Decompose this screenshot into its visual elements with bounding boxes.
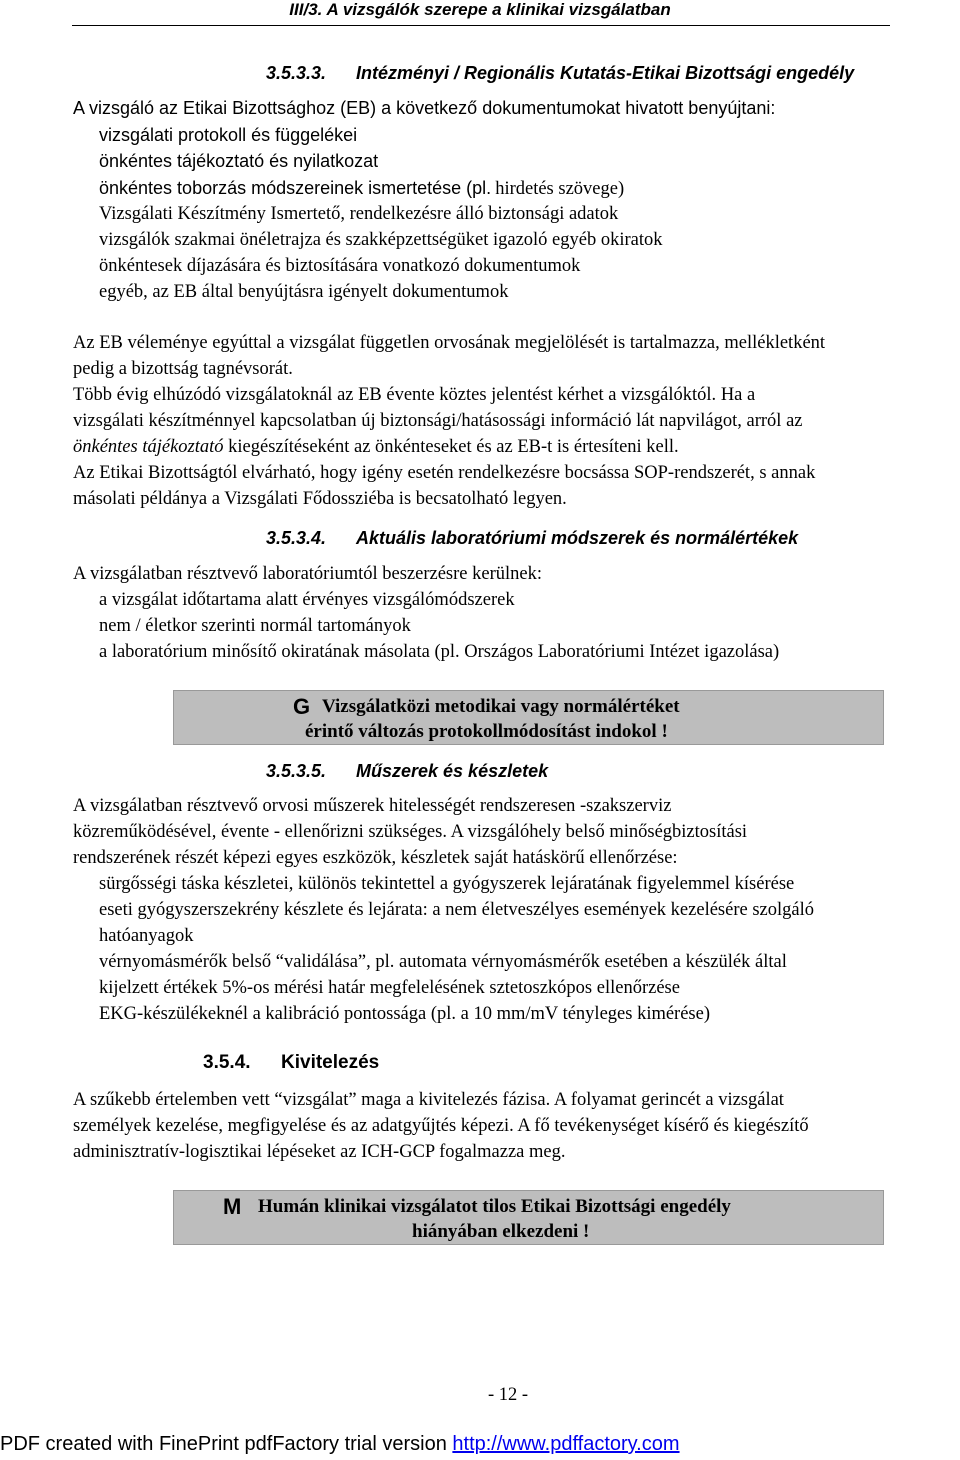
paragraph-line	[73, 437, 679, 458]
list-item-part: hirdetés szövege)	[495, 179, 625, 199]
paragraph-line: A vizsgálatban résztvevő orvosi műszerek hitelességét rendszeresen -szakszerviz	[73, 796, 672, 816]
list-item: a vizsgálat időtartama alatt érvényes vizsgálómódszerek	[99, 590, 515, 610]
footer-link[interactable]: http://www.pdffactory.com	[452, 1433, 680, 1455]
paragraph-line: Az EB véleménye egyúttal a vizsgálat független orvosának megjelölését is tartalmazza, mellékletként	[73, 333, 826, 353]
running-header: III/3. A vizsgálók szerepe a klinikai vizsgálatban	[289, 0, 671, 19]
section-number: 3.5.3.4.	[266, 528, 327, 548]
callout-box-m	[173, 1190, 884, 1245]
section-heading-3-5-4	[203, 1052, 379, 1074]
sentence: Ha a	[720, 385, 756, 405]
list-item-part: önkéntes toborzás módszereinek ismertetése (pl.	[99, 178, 492, 198]
paragraph-line	[73, 822, 747, 843]
callout-box-g	[173, 690, 884, 745]
list-item-part: vérnyomásmérők belső “validálása”, pl.	[99, 952, 395, 972]
section-heading-3-5-3-5	[266, 761, 548, 782]
section-title: Műszerek és készletek	[356, 761, 549, 781]
paragraph-line: pedig a bizottság tagnévsorát.	[73, 359, 293, 379]
list-item: vizsgálók szakmai önéletrajza és szakképzettségüket igazoló egyéb okiratok	[99, 230, 663, 250]
paragraph-intro: A vizsgálatban résztvevő laboratóriumtól beszerzésre kerülnek:	[73, 564, 542, 584]
callout-line: hiányában elkezdeni !	[412, 1221, 590, 1242]
list-item	[99, 178, 624, 200]
list-item-continued: kijelzett értékek 5%-os mérési határ megfelelésének sztetoszkópos ellenőrzése	[99, 978, 680, 998]
sentence: személyek kezelése, megfigyelése és az adatgyűjtés képezi.	[73, 1116, 514, 1136]
sentence: A folyamat gerincét a vizsgálat	[553, 1090, 784, 1110]
paragraph-line: rendszerének részét képezi egyes eszközök, készletek saját hatáskörű ellenőrzése:	[73, 848, 678, 868]
list-item: EKG-készülékeknél a kalibráció pontossága (pl. a 10 mm/mV tényleges kimérése)	[99, 1004, 710, 1024]
pdf-footer	[0, 1433, 680, 1456]
paragraph-intro: A vizsgáló az Etikai Bizottsághoz (EB) a következő dokumentumokat hivatott benyújtani:	[73, 98, 776, 118]
list-item-continued: hatóanyagok	[99, 926, 194, 946]
callout-line: érintő változás protokollmódosítást indokol !	[305, 721, 668, 742]
sentence: közreműködésével, évente - ellenőrizni szükséges.	[73, 822, 447, 842]
paragraph-line: adminisztratív-logisztikai lépéseket az ICH-GCP fogalmazza meg.	[73, 1142, 566, 1162]
section-title: Aktuális laboratóriumi módszerek és normálértékek	[356, 528, 799, 548]
paragraph-line	[73, 1116, 809, 1137]
section-number: 3.5.3.5.	[266, 761, 327, 781]
page-number: - 12 -	[488, 1385, 529, 1405]
header-rule	[72, 25, 890, 26]
sentence: A vizsgálóhely belső minőségbiztosítási	[450, 822, 748, 842]
list-item: Vizsgálati Készítmény Ismertető, rendelkezésre álló biztonsági adatok	[99, 204, 619, 224]
list-item-part: Országos Laboratóriumi Intézet igazolása)	[464, 642, 780, 662]
sentence: A fő tevékenységet kísérő és kiegészítő	[517, 1116, 809, 1136]
italic-term: önkéntes tájékoztató	[73, 437, 224, 457]
callout-letter: G	[293, 694, 311, 719]
section-number: 3.5.4.	[203, 1052, 251, 1073]
list-item	[99, 952, 787, 973]
list-item	[99, 642, 779, 663]
callout-line: Vizsgálatközi metodikai vagy normálértéket	[322, 696, 680, 717]
callout-line: Humán klinikai vizsgálatot tilos Etikai Bizottsági engedély	[258, 1196, 731, 1217]
list-item: önkéntes tájékoztató és nyilatkozat	[99, 151, 379, 171]
section-number: 3.5.3.3.	[266, 63, 327, 83]
list-item-part: a laboratórium minősítő okiratának másolata (pl.	[99, 642, 460, 662]
footer-text: PDF created with FinePrint pdfFactory trial version	[0, 1433, 447, 1455]
paragraph-line	[73, 385, 755, 406]
paragraph-line	[73, 1090, 784, 1111]
list-item: önkéntesek díjazására és biztosítására vonatkozó dokumentumok	[99, 256, 581, 276]
list-item-part: automata vérnyomásmérők esetében a készülék által	[399, 952, 787, 972]
list-item: egyéb, az EB által benyújtásra igényelt dokumentumok	[99, 282, 509, 302]
section-heading-3-5-3-4	[266, 528, 798, 549]
list-item: sürgősségi táska készletei, különös tekintettel a gyógyszerek lejáratának figyelemmel kísérése	[99, 874, 795, 894]
sentence: kiegészítéseként az önkénteseket és az EB-t is értesíteni kell.	[228, 437, 679, 457]
list-item: nem / életkor szerinti normál tartományok	[99, 616, 411, 636]
list-item: vizsgálati protokoll és függelékei	[99, 125, 358, 145]
section-title: Intézményi / Regionális Kutatás-Etikai Bizottsági engedély	[356, 63, 855, 83]
paragraph-line: Az Etikai Bizottságtól elvárható, hogy igény esetén rendelkezésre bocsássa SOP-rendszerét, s annak	[73, 463, 816, 483]
sentence: A szűkebb értelemben vett “vizsgálat” maga a kivitelezés fázisa.	[73, 1090, 551, 1110]
callout-letter: M	[223, 1194, 242, 1219]
sentence: Több évig elhúzódó vizsgálatoknál az EB évente köztes jelentést kérhet a vizsgálóktól.	[73, 385, 717, 405]
section-heading-3-5-3-3	[266, 63, 854, 84]
section-title: Kivitelezés	[281, 1052, 380, 1073]
paragraph-line: vizsgálati készítménnyel kapcsolatban új biztonsági/hatásossági információ lát napvilágot, arról az	[73, 411, 803, 431]
paragraph-line: másolati példánya a Vizsgálati Fődossziéba is becsatolható legyen.	[73, 489, 567, 509]
list-item: eseti gyógyszerszekrény készlete és lejárata: a nem életveszélyes események kezelésére szolgáló	[99, 900, 814, 920]
